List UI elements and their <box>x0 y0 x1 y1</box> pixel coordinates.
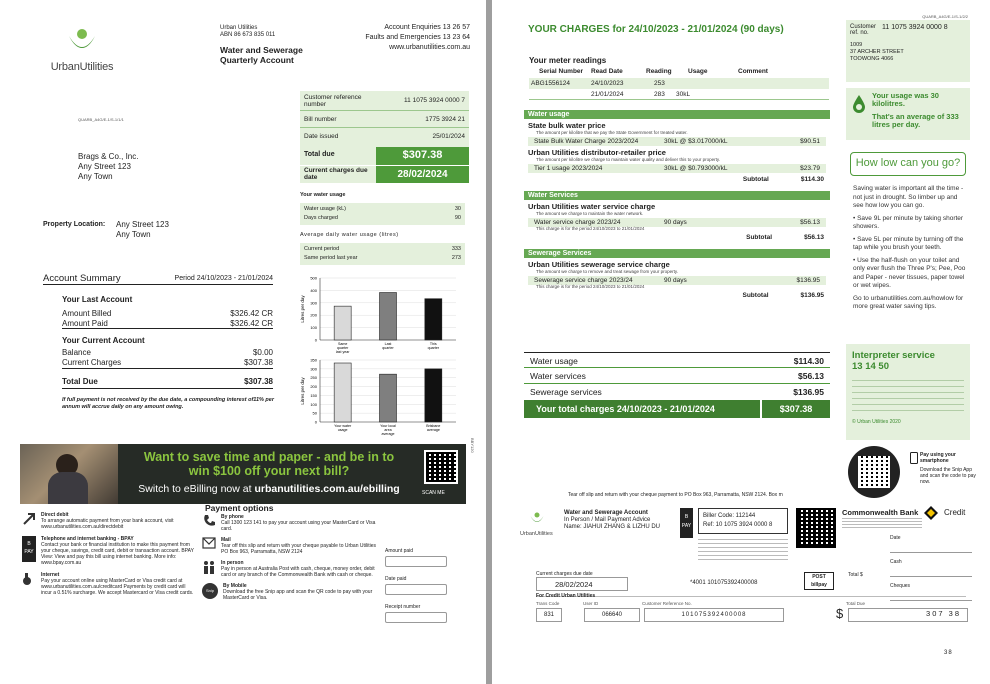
charge-item: State bulk water price The amount per kilolitre that we pay the State Government for treated water. State Bulk Water Charge 2023/2024 30kL @ $3.017000/kL $90.51 <box>524 119 830 146</box>
usage-chart-comparison <box>298 356 464 436</box>
total-due-box <box>300 147 469 183</box>
promo-headline: Want to save time and paper - and be in to win $100 off your next bill? <box>143 450 395 478</box>
customer-address: Brags & Co., Inc. Any Street 123 Any Town <box>78 152 139 181</box>
chart-tick-label: 400 <box>310 287 317 293</box>
doc-title-2: Quarterly Account <box>220 55 294 65</box>
property-label: Property Location: <box>43 221 106 228</box>
usage-title: Your water usage <box>300 192 346 198</box>
property-location: Any Street 123 Any Town <box>116 220 169 239</box>
chart-tick-label: 50 <box>312 410 317 416</box>
chart-bar <box>380 374 397 422</box>
slip-title: Water and Sewerage Account In Person / Mail Payment Advice Name: JIAHUI ZHANG & LIZHU DU <box>564 510 661 530</box>
user-id-box: 066640 <box>584 608 640 622</box>
charge-item: Urban Utilities water service charge The amount we charge to maintain the water network. Water service charge 2023/24 90 days $56.13 This charge is for the period 24/10/2023 to 21/01/2024 <box>524 200 830 231</box>
chart-tick-label: 350 <box>310 357 317 363</box>
interpreter-panel: Interpreter service 13 14 50 © Urban Utilities 2020 <box>846 344 970 440</box>
payment-options-title: Payment options <box>205 503 274 513</box>
chart-category-label: This quarter <box>427 342 440 350</box>
chart-tick-label: 500 <box>310 275 317 281</box>
slip-bpay-icon: B PAY <box>680 508 693 538</box>
slip-logo: UrbanUtilities <box>520 512 553 537</box>
side-code: BBY120 <box>470 438 475 453</box>
account-enquiries: Account Enquiries 13 26 57 <box>384 24 470 31</box>
chart-tick-label: 300 <box>310 300 317 306</box>
bill-code: QUARB_A4G/E-1/S-1/1/1 <box>78 117 124 122</box>
slip-cents: 38 <box>944 650 953 656</box>
slip-total-amount: 307 38 <box>848 608 968 622</box>
chart-category-label: Brisbane average <box>426 424 441 432</box>
chart-tick-label: 300 <box>310 366 317 372</box>
slip-due-date: 28/02/2024 <box>536 577 628 591</box>
slip-fields: Date Cash Cheques <box>890 535 972 601</box>
drop-logo-icon <box>528 512 546 526</box>
bank-name: Commonwealth Bank <box>842 508 919 517</box>
chart-tick-label: 200 <box>310 312 317 318</box>
chart-bar <box>425 369 442 422</box>
direct-debit-icon <box>22 512 36 526</box>
bpay-icon: B PAY <box>22 536 36 562</box>
how-low-badge: How low can you go? <box>850 152 966 176</box>
water-usage-box: Your water usage Water usage (kL) 30 Days charged 90 Average daily water usage (litres) Current period 333 Same period last year 273 <box>300 192 465 265</box>
grand-total-row: Your total charges 24/10/2023 - 21/01/2024 $307.38 <box>524 400 830 418</box>
phone-icon <box>202 514 216 528</box>
meter-row: ABG1556124 24/10/2023 253 <box>529 78 829 89</box>
customer-ref-box-slip: 101075392400008 <box>644 608 784 622</box>
chart-tick-label: 200 <box>310 384 317 390</box>
drop-logo-icon <box>65 28 99 56</box>
section-header-sewerage-services: Sewerage Services <box>524 249 830 258</box>
page-account-front <box>0 0 486 684</box>
summary-total-due: Total Due $307.38 <box>62 376 273 389</box>
slip-date-field[interactable] <box>890 541 972 553</box>
payment-right-col: By phone Call 1300 123 141 to pay your account using your MasterCard or Visa card. Mail Tear off this slip and return with your cheque payable to Urban Utilities PO Box 963, Parramatta, NSW 2124 In person Pay in person at Australia Post with cash, cheque, money order, debit card or any branch of the Commonwealth Bank with cash or cheque. Snip By Mobile Download the free Snip app and scan the QR code to pay with your MasterCard or Visa. <box>202 514 378 601</box>
trans-code-box: 831 <box>536 608 562 622</box>
snip-qr-code[interactable] <box>848 446 900 498</box>
account-info-box <box>300 91 469 147</box>
website-link[interactable]: www.urbanutilities.com.au <box>389 44 470 51</box>
account-summary: Your Last Account Amount Billed $326.42 CR Amount Paid $326.42 CR Your Current Account Balance $0.00 Current Charges $307.38 Total Due $307.38 <box>62 295 273 389</box>
due-date-value: 28/02/2024 <box>376 166 469 183</box>
meter-row: 21/01/2024 283 30kL <box>529 89 829 100</box>
avg-usage-title: Average daily water usage (litres) <box>300 232 399 238</box>
charge-line: Sewerage service charge 2023/24 90 days $136.95 <box>528 276 826 285</box>
chart-tick-label: 0 <box>314 419 317 425</box>
total-due-label: Total due <box>300 147 376 165</box>
chart-tick-label: 150 <box>310 392 317 398</box>
payment-left-col: Direct debit To arrange automatic payment from your bank account, visit www.urbanutilities.com.au/directdebit B PAY Telephone and internet banking - BPAY Contact your bank or financial institution to make this payment from your cheque, savings, credit card, debit or transaction account. BPAY View: View and pay this bill using internet banking. More info: www.bpay.com.au Internet Pay your account online using MasterCard or Visa credit card at www.urbanutilities.com.au/creditcard Payments by credit card will incur a 0.51% surcharge. We accept Mastercard or Visa credit cards. <box>22 512 194 596</box>
company-name: Urban Utilities <box>220 25 258 31</box>
tear-off-instruction: Tear off slip and return with your cheque payment to PO Box 963, Parramatta, NSW 2124. Box m <box>568 492 783 498</box>
customer-ref-box: Customer ref. no. 11 1075 3924 0000 8 1009 37 ARCHER STREET TOOWONG 4066 <box>846 20 970 82</box>
chart-category-label: Your water usage <box>334 424 352 432</box>
dollar-sign: $ <box>836 606 844 621</box>
charges-title: YOUR CHARGES for 24/10/2023 - 21/01/2024 (90 days) <box>528 24 784 35</box>
date-issued-row: Date issued 25/01/2024 <box>304 133 465 140</box>
chart-bar <box>334 306 351 340</box>
due-date-label: Current charges due date <box>300 166 376 183</box>
charge-line: Tier 1 usage 2023/2024 30kL @ $0.793000/kL $23.79 <box>528 164 826 173</box>
in-person-icon <box>202 560 216 574</box>
slip-bpay-fineprint <box>698 537 788 563</box>
chart-category-label: Last quarter <box>382 342 394 350</box>
receipt-number-field[interactable] <box>385 612 447 623</box>
total-dollar-label: Total $ <box>848 572 863 578</box>
slip-barcode-number: *4001 101075392400008 <box>690 580 758 586</box>
bill-number-row: Bill number 1775 3924 21 <box>300 111 469 128</box>
post-billpay-logo: POST billpay <box>804 572 834 590</box>
credit-label: Credit <box>944 508 966 517</box>
chart-bar <box>380 293 397 340</box>
doc-title-1: Water and Sewerage <box>220 45 303 55</box>
chart-ylabel: Litres per day <box>300 295 305 323</box>
charge-item: Urban Utilities distributor-retailer price The amount per kilolitre we charge to maintain water quality and deliver this to your property. Tier 1 usage 2023/2024 30kL @ $0.793000/kL $23.79 <box>524 146 830 173</box>
section-header-water-services: Water Services <box>524 191 830 200</box>
company-abn: ABN 86 673 835 011 <box>220 32 276 38</box>
scan-me-label: SCAN ME <box>422 490 445 496</box>
charge-sections <box>524 110 830 301</box>
interest-note: If full payment is not received by the due date, a compounding interest of11% per annum will accrue daily on any amount owing. <box>62 397 274 410</box>
customer-ref-row: Customer reference number 11 1075 3924 0000 7 <box>300 91 469 111</box>
bank-fineprint <box>842 518 922 530</box>
snip-info: Pay using your smartphone Download the Snip App and scan the code to pay now. <box>920 452 976 485</box>
ebilling-promo-banner[interactable] <box>20 444 466 504</box>
chart-tick-label: 100 <box>310 325 317 331</box>
slip-cheques-field[interactable] <box>890 589 972 601</box>
account-summary-header: Account Summary Period 24/10/2023 - 21/01/2024 <box>43 273 273 284</box>
amount-paid-field[interactable] <box>385 556 447 567</box>
brand-logo <box>42 28 122 73</box>
bill-code-2: QUARB_A4G/E-1/S-1/2/2 <box>922 14 968 19</box>
section-subtotal: Subtotal $136.95 <box>742 292 824 299</box>
commbank-diamond-icon <box>924 506 938 520</box>
charge-item: Urban Utilities sewerage service charge The amount we charge to remove and treat sewage from your property. Sewerage service charge 2023/24 90 days $136.95 This charge is for the period 24/10/2023 to 21/01/2024 <box>524 258 830 289</box>
interpreter-languages <box>852 376 964 416</box>
water-drop-icon <box>852 94 866 114</box>
total-due-value: $307.38 <box>376 147 469 165</box>
charges-totals: Water usage $114.30 Water services $56.13 Sewerage services $136.95 Your total charges 24/10/2023 - 21/01/2024 $307.38 <box>524 352 830 418</box>
slip-bpay-box: Biller Code: 112144 Ref: 10 1075 3924 0000 8 <box>698 508 788 534</box>
chart-tick-label: 100 <box>310 401 317 407</box>
chart-tick-label: 0 <box>314 337 317 343</box>
meter-table <box>529 68 829 100</box>
slip-qr-code[interactable] <box>796 508 836 548</box>
chart-category-label: Same quarter last year <box>335 342 350 354</box>
chart-tick-label: 250 <box>310 375 317 381</box>
smartphone-icon <box>910 452 918 464</box>
faults-phone: Faults and Emergencies 13 23 64 <box>365 34 470 41</box>
page-charges: QUARB_A4G/E-1/S-1/2/2 YOUR CHARGES for 24/10/2023 - 21/01/2024 (90 days) Customer ref. no. 11 1075 3924 0000 8 1009 37 ARCHER STREET TOOWONG 4066 Your meter readings Serial Number Read Date Reading Usage Comment ABG1556124 24/10/2023 253 21/01/2024 283 30kL Water usage State bulk water price The amount per kilolitre that we pay the State Government for treated water. State Bulk Water Charge 2023/2024 30kL @ $3.017000/kL $90.51 Urban Utilities distributor-retailer price The amount per kilolitre we charge to maintain water quality and deliver this to your property. Tier 1 usage 2023/2024 30kL @ $0.793000/kL $23.79 Subtotal $114.30 Water Services Urban Utilities water service charge The amount we charge to maintain the water network. Water service charge 2023/24 90 days $56.13 This charge is for the period 24/10/2023 to 21/01/2024 Subtotal $56.13 Sewerage Services Urban Utilities sewerage service charge The amount we charge to remove and treat sewage from your property. Sewerage service charge 2023/24 90 days $136.95 This charge is for the period 24/10/2023 to 21/01/2024 Subtotal $136.95 Water usage $114.30 Water services $56.13 Sewerage services $136.95 Your total charges 24/10/2023 - 21/01/2024 $307.38 Your usage was 30 kilolitres. That's an average of 333 litres per day. How low can you go? Saving water is important all the time - not just in drought. So limber up and see how low you can go. • Save 9L per minute by taking shorter showers. • Save 5L per minute by turning off the tap while you brush your teeth. • Use the half-flush on your toilet and only ever flush the Three P's; Pee, Poo and Paper - never tissues, paper towel or wet wipes. Go to urbanutilities.com.au/howlow for more great water saving tips. Interpreter service 13 14 50 © Urban Utilities 2020 Pay using your smartphone Download the Snip App and scan the code to pay now. Tear off slip and return with your cheque payment to PO Box 963, Parramatta, NSW 2124. Box m UrbanUtilities Water and Sewerage Account In Person / Mail Payment Advice Name: JIAHUI ZHANG & LIZHU DU B PAY Biller Code: 112144 Ref: 10 1075 3924 0000 8 Commonwealth Bank Credit Date Cash Cheques Total $ Current charges due date 28/02/2024 *4001 101075392400008 POST billpay For Credit Urban Utilities Trans Code User ID Customer Reference No. Total Due 831 066640 101075392400008 $ 307 38 38 <box>492 0 990 684</box>
section-subtotal: Subtotal $56.13 <box>746 234 824 241</box>
promo-sub: Switch to eBilling now at urbanutilities.com.au/ebilling <box>138 483 400 495</box>
chart-bar <box>334 363 351 422</box>
chart-category-label: Your local area average <box>380 424 396 436</box>
chart-bar <box>425 299 442 340</box>
snip-icon: Snip <box>202 583 218 599</box>
charge-line: Water service charge 2023/24 90 days $56.13 <box>528 218 826 227</box>
slip-cash-field[interactable] <box>890 565 972 577</box>
date-paid-field[interactable] <box>385 584 447 595</box>
water-tips: Saving water is important all the time - not just in drought. So limber up and see how low you can go. • Save 9L per minute by taking shorter showers. • Save 5L per minute by turning off the tap while you brush your teeth. • Use the half-flush on your toilet and only ever flush the Three P's; Pee, Poo and Paper - never tissues, paper towel or wet wipes. Go to urbanutilities.com.au/howlow for more great water saving tips. <box>853 185 966 310</box>
charge-line: State Bulk Water Charge 2023/2024 30kL @ $3.017000/kL $90.51 <box>528 137 826 146</box>
receipt-fields: Amount paid Date paid Receipt number <box>385 548 447 623</box>
brand-name: UrbanUtilities <box>50 61 114 73</box>
internet-icon <box>22 572 36 586</box>
meter-readings-title: Your meter readings <box>529 56 607 65</box>
chart-ylabel: Litres per day <box>300 377 305 405</box>
usage-side-panel: Your usage was 30 kilolitres. That's an average of 333 litres per day. <box>846 88 970 140</box>
promo-photo <box>20 444 118 504</box>
for-credit-label: For Credit Urban Utilities <box>536 593 596 599</box>
mail-icon <box>202 537 216 549</box>
promo-qr-code[interactable] <box>424 450 458 484</box>
usage-chart-quarters <box>298 274 464 354</box>
section-header-water-usage: Water usage <box>524 110 830 119</box>
slip-due-label: Current charges due date <box>536 571 593 577</box>
section-subtotal: Subtotal $114.30 <box>742 176 824 183</box>
meter-header-row: Serial Number Read Date Reading Usage Comment <box>539 68 768 75</box>
